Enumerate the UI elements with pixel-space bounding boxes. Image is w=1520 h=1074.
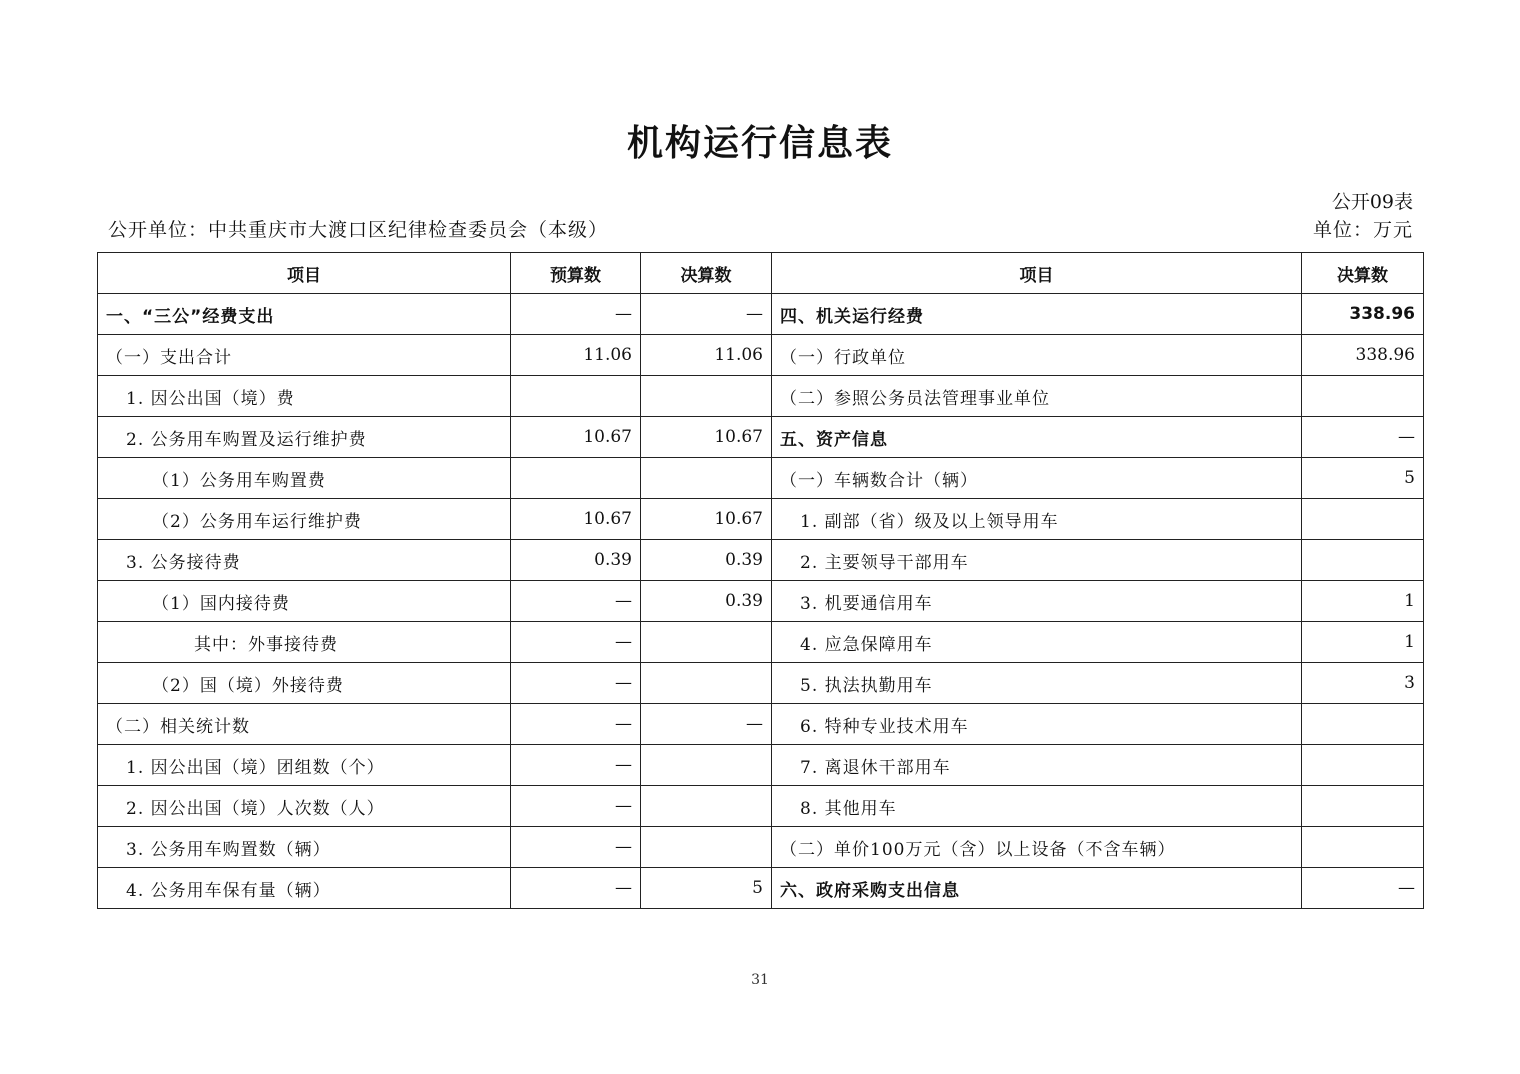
final-value <box>641 458 772 499</box>
table-row <box>98 417 1424 458</box>
table-header-row <box>98 253 1424 294</box>
right-item: 3. 机要通信用车 <box>772 581 1302 622</box>
right-value <box>1302 827 1424 868</box>
left-item: 2. 公务用车购置及运行维护费 <box>98 417 511 458</box>
table-row <box>98 827 1424 868</box>
final-value: 10.67 <box>641 417 772 458</box>
table-row <box>98 540 1424 581</box>
budget-value: — <box>511 704 641 745</box>
left-item: 其中：外事接待费 <box>98 622 511 663</box>
final-value: — <box>641 704 772 745</box>
final-value: 0.39 <box>641 540 772 581</box>
budget-value: 10.67 <box>511 499 641 540</box>
right-value <box>1302 786 1424 827</box>
left-item: （2）国（境）外接待费 <box>98 663 511 704</box>
right-value: 1 <box>1302 622 1424 663</box>
table-row <box>98 294 1424 335</box>
left-item: （2）公务用车运行维护费 <box>98 499 511 540</box>
right-value: 338.96 <box>1302 294 1424 335</box>
final-value <box>641 786 772 827</box>
budget-value: — <box>511 581 641 622</box>
table-row <box>98 622 1424 663</box>
right-value <box>1302 704 1424 745</box>
right-item: （二）单价100万元（含）以上设备（不含车辆） <box>772 827 1302 868</box>
left-item: 1. 因公出国（境）费 <box>98 376 511 417</box>
right-item: 6. 特种专业技术用车 <box>772 704 1302 745</box>
right-item: 4. 应急保障用车 <box>772 622 1302 663</box>
final-value <box>641 663 772 704</box>
budget-value: — <box>511 827 641 868</box>
table-row <box>98 663 1424 704</box>
table-row <box>98 376 1424 417</box>
budget-value: 10.67 <box>511 417 641 458</box>
header-right-item: 项目 <box>772 253 1302 294</box>
right-item: （一）车辆数合计（辆） <box>772 458 1302 499</box>
table-row <box>98 458 1424 499</box>
right-item: 六、政府采购支出信息 <box>772 868 1302 909</box>
budget-value: — <box>511 622 641 663</box>
budget-value: 0.39 <box>511 540 641 581</box>
right-item: 5. 执法执勤用车 <box>772 663 1302 704</box>
left-item: （一）支出合计 <box>98 335 511 376</box>
currency-unit: 单位：万元 <box>1312 219 1413 241</box>
right-value: — <box>1302 417 1424 458</box>
budget-value: — <box>511 294 641 335</box>
table-row <box>98 786 1424 827</box>
page-title: 机构运行信息表 <box>626 123 893 164</box>
left-item: （二）相关统计数 <box>98 704 511 745</box>
right-value <box>1302 499 1424 540</box>
right-item: 五、资产信息 <box>772 417 1302 458</box>
budget-value: — <box>511 868 641 909</box>
final-value: 0.39 <box>641 581 772 622</box>
final-value: 11.06 <box>641 335 772 376</box>
budget-value: 11.06 <box>511 335 641 376</box>
budget-value: — <box>511 786 641 827</box>
table-row <box>98 745 1424 786</box>
reporting-organization: 公开单位：中共重庆市大渡口区纪律检查委员会（本级） <box>108 219 609 241</box>
right-value: 1 <box>1302 581 1424 622</box>
right-value <box>1302 376 1424 417</box>
final-value: — <box>641 294 772 335</box>
right-value <box>1302 540 1424 581</box>
left-item: 4. 公务用车保有量（辆） <box>98 868 511 909</box>
right-value: 338.96 <box>1302 335 1424 376</box>
table-row <box>98 335 1424 376</box>
header-final-left: 决算数 <box>641 253 772 294</box>
right-item: （二）参照公务员法管理事业单位 <box>772 376 1302 417</box>
left-item: （1）公务用车购置费 <box>98 458 511 499</box>
header-left-item: 项目 <box>98 253 511 294</box>
final-value: 10.67 <box>641 499 772 540</box>
right-item: 8. 其他用车 <box>772 786 1302 827</box>
table-row <box>98 704 1424 745</box>
right-value: — <box>1302 868 1424 909</box>
right-item: （一）行政单位 <box>772 335 1302 376</box>
right-value: 5 <box>1302 458 1424 499</box>
left-item: 3. 公务用车购置数（辆） <box>98 827 511 868</box>
table-row <box>98 581 1424 622</box>
right-item: 四、机关运行经费 <box>772 294 1302 335</box>
right-value: 3 <box>1302 663 1424 704</box>
right-value <box>1302 745 1424 786</box>
budget-value: — <box>511 663 641 704</box>
info-table <box>97 252 1424 909</box>
right-item: 1. 副部（省）级及以上领导用车 <box>772 499 1302 540</box>
form-number: 公开09表 <box>1331 191 1413 213</box>
right-item: 2. 主要领导干部用车 <box>772 540 1302 581</box>
left-item: 1. 因公出国（境）团组数（个） <box>98 745 511 786</box>
left-item: 2. 因公出国（境）人次数（人） <box>98 786 511 827</box>
table-row <box>98 499 1424 540</box>
final-value <box>641 376 772 417</box>
final-value: 5 <box>641 868 772 909</box>
left-item: 3. 公务接待费 <box>98 540 511 581</box>
final-value <box>641 745 772 786</box>
final-value <box>641 827 772 868</box>
left-item: （1）国内接待费 <box>98 581 511 622</box>
budget-value <box>511 376 641 417</box>
final-value <box>641 622 772 663</box>
budget-value <box>511 458 641 499</box>
left-item: 一、“三公”经费支出 <box>98 294 511 335</box>
budget-value: — <box>511 745 641 786</box>
page-number: 31 <box>751 972 769 988</box>
right-item: 7. 离退休干部用车 <box>772 745 1302 786</box>
header-final-right: 决算数 <box>1302 253 1424 294</box>
table-row <box>98 868 1424 909</box>
header-budget: 预算数 <box>511 253 641 294</box>
